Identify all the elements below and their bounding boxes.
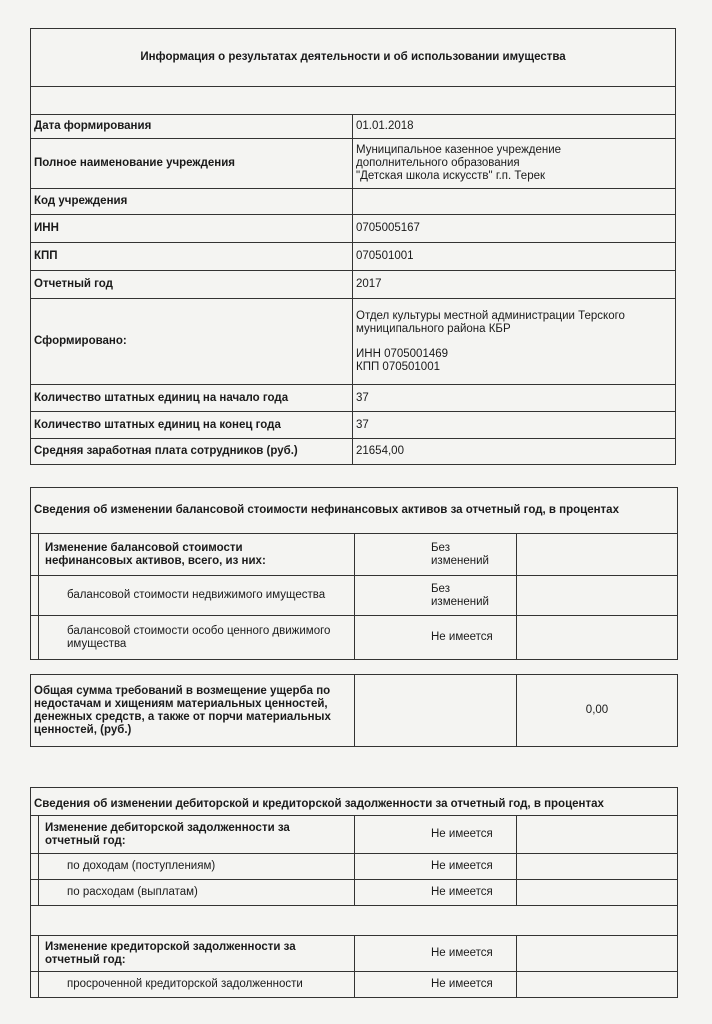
staff-start-label: Количество штатных единиц на начало года	[31, 385, 353, 412]
receivables-expense-value: Не имеется	[355, 880, 517, 906]
assets-movable-value: Не имеется	[355, 616, 517, 660]
payables-value: Не имеется	[355, 936, 517, 972]
damage-empty	[355, 675, 517, 747]
debts-title: Сведения об изменении дебиторской и кредиторской задолженности за отчетный год, в процентах	[31, 788, 678, 816]
info-table	[30, 28, 676, 465]
formed-value: Отдел культуры местной администрации Терского муниципального района КБР	[356, 309, 625, 335]
debts-table	[30, 787, 678, 998]
assets-realty-label: балансовой стоимости недвижимого имущества	[39, 576, 355, 616]
formed-label: Сформировано:	[31, 299, 353, 385]
spacer-row	[31, 87, 676, 115]
receivables-income-label: по доходам (поступлениям)	[39, 854, 355, 880]
full-name-value: Муниципальное казенное учреждение дополнительного образования "Детская школа искусств" г.п. Терек	[353, 139, 676, 189]
inn-value: 0705005167	[353, 215, 676, 243]
debts-indent	[31, 816, 39, 854]
code-value	[353, 189, 676, 215]
debts-indent	[31, 854, 39, 880]
receivables-expense-label: по расходам (выплатам)	[39, 880, 355, 906]
code-label: Код учреждения	[31, 189, 353, 215]
kpp-value: 070501001	[353, 243, 676, 271]
debts-indent	[31, 936, 39, 972]
assets-realty-value: Без изменений	[355, 576, 517, 616]
receivables-value: Не имеется	[355, 816, 517, 854]
formed-inn: ИНН 0705001469	[356, 347, 449, 360]
assets-indent	[31, 616, 39, 660]
damage-table	[30, 674, 678, 747]
staff-start-value: 37	[353, 385, 676, 412]
assets-table	[30, 487, 678, 660]
debts-indent	[31, 972, 39, 998]
salary-value: 21654,00	[353, 439, 676, 465]
assets-movable-label: балансовой стоимости особо ценного движимого имущества	[39, 616, 355, 660]
assets-total-label: Изменение балансовой стоимости нефинансовых активов, всего, из них:	[39, 534, 355, 576]
assets-indent	[31, 576, 39, 616]
payables-overdue-extra	[517, 972, 678, 998]
assets-realty-extra	[517, 576, 678, 616]
payables-extra	[517, 936, 678, 972]
receivables-expense-extra	[517, 880, 678, 906]
receivables-income-value: Не имеется	[355, 854, 517, 880]
formed-cell	[353, 299, 676, 385]
payables-overdue-label: просроченной кредиторской задолженности	[39, 972, 355, 998]
assets-indent	[31, 534, 39, 576]
damage-label: Общая сумма требований в возмещение ущерба по недостачам и хищениям материальных ценностей, денежных средств, а также от порчи материальных ценностей, (руб.)	[31, 675, 355, 747]
debts-indent	[31, 880, 39, 906]
staff-end-value: 37	[353, 412, 676, 439]
formed-kpp: КПП 070501001	[356, 360, 440, 373]
assets-movable-extra	[517, 616, 678, 660]
assets-title: Сведения об изменении балансовой стоимости нефинансовых активов за отчетный год, в процентах	[31, 488, 678, 534]
year-value: 2017	[353, 271, 676, 299]
date-label: Дата формирования	[31, 115, 353, 139]
salary-label: Средняя заработная плата сотрудников (руб.)	[31, 439, 353, 465]
year-label: Отчетный год	[31, 271, 353, 299]
receivables-label: Изменение дебиторской задолженности за отчетный год:	[39, 816, 355, 854]
kpp-label: КПП	[31, 243, 353, 271]
page-title: Информация о результатах деятельности и об использовании имущества	[31, 29, 676, 87]
assets-total-extra	[517, 534, 678, 576]
damage-value: 0,00	[517, 675, 678, 747]
full-name-label: Полное наименование учреждения	[31, 139, 353, 189]
receivables-extra	[517, 816, 678, 854]
inn-label: ИНН	[31, 215, 353, 243]
staff-end-label: Количество штатных единиц на конец года	[31, 412, 353, 439]
date-value: 01.01.2018	[353, 115, 676, 139]
assets-total-value: Без изменений	[355, 534, 517, 576]
payables-overdue-value: Не имеется	[355, 972, 517, 998]
debts-spacer-row	[31, 906, 678, 936]
payables-label: Изменение кредиторской задолженности за отчетный год:	[39, 936, 355, 972]
receivables-income-extra	[517, 854, 678, 880]
